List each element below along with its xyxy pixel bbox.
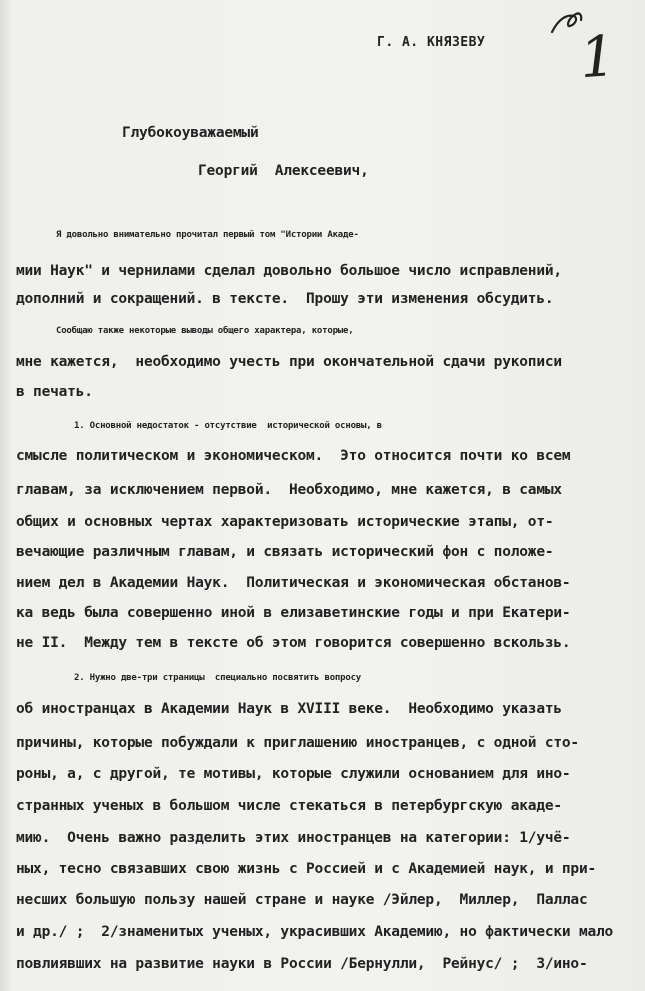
- text-line: общих и основных чертах характеризовать исторические этапы, от-: [16, 514, 554, 530]
- text-line: не II. Между тем в тексте об этом говорится совершенно вскользь.: [16, 635, 571, 651]
- text-line: и др./ ; 2/знаменитых ученых, украсивших Академию, но фактически мало: [16, 924, 614, 940]
- text-line: Я довольно внимательно прочитал первый том "Истории Акаде-: [56, 230, 359, 240]
- text-line: 2. Нужно две-три страницы специально посвятить вопросу: [74, 673, 362, 683]
- text-line: главам, за исключением первой. Необходимо, мне кажется, в самых: [16, 482, 562, 498]
- text-line: смысле политическом и экономическом. Это относится почти ко всем: [16, 448, 571, 464]
- text-line: ка ведь была совершенно иной в елизаветинские годы и при Екатери-: [16, 605, 571, 621]
- text-line: дополний и сокращений. в тексте. Прошу эти изменения обсудить.: [16, 291, 554, 307]
- salutation-line-2: Георгий Алексеевич,: [198, 163, 369, 179]
- folio-number: 1: [577, 23, 618, 92]
- text-line: мне кажется, необходимо учесть при окончательной сдачи рукописи: [16, 354, 562, 370]
- text-line: об иностранцах в Академии Наук в XVIII веке. Необходимо указать: [16, 701, 562, 717]
- text-line: мию. Очень важно разделить этих иностранцев на категории: 1/учё-: [16, 830, 571, 846]
- text-line: 1. Основной недостаток - отсутствие исторической основы, в: [74, 421, 382, 431]
- text-line: роны, а, с другой, те мотивы, которые служили основанием для ино-: [16, 766, 571, 782]
- addressee: Г. А. КНЯЗЕВУ: [377, 35, 486, 50]
- text-line: несших большую пользу нашей стране и науке /Эйлер, Миллер, Паллас: [16, 892, 588, 908]
- text-line: повлиявших на развитие науки в России /Бернулли, Рейнус/ ; 3/ино-: [16, 956, 588, 972]
- text-line: причины, которые побуждали к приглашению иностранцев, с одной сто-: [16, 735, 579, 751]
- text-line: в печать.: [16, 384, 93, 400]
- text-line: Сообщаю также некоторые выводы общего характера, которые,: [56, 326, 354, 336]
- salutation-line-1: Глубокоуважаемый: [122, 125, 259, 141]
- text-line: ных, тесно связавших свою жизнь с Россией и с Академией наук, и при-: [16, 861, 597, 877]
- text-line: странных ученых в большом числе стекаться в петербургскую акаде-: [16, 798, 562, 814]
- text-line: нием дел в Академии Наук. Политическая и экономическая обстанов-: [16, 575, 571, 591]
- text-line: вечающие различным главам, и связать исторический фон с положе-: [16, 544, 554, 560]
- text-line: мии Наук" и чернилами сделал довольно большое число исправлений,: [16, 263, 562, 279]
